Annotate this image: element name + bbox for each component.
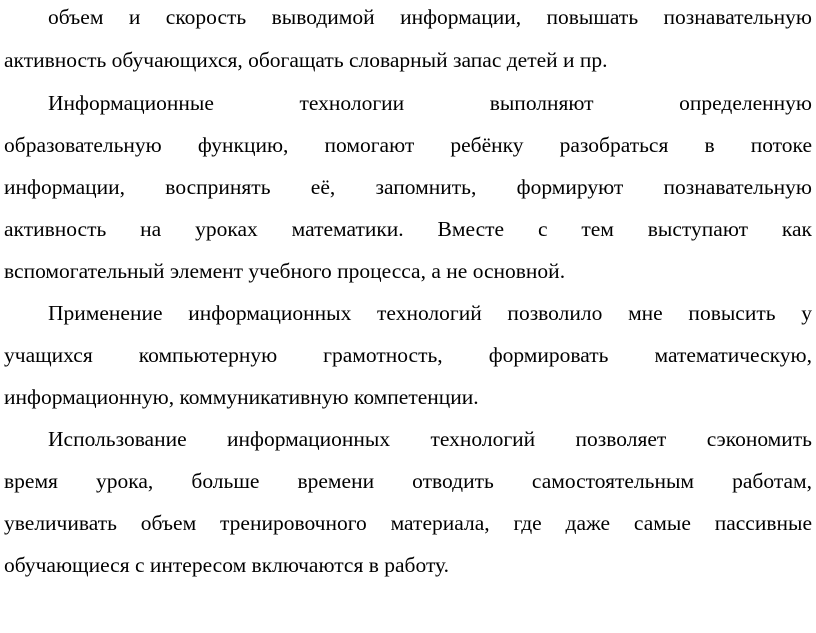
paragraph-2-line-2: образовательную функцию, помогают ребёнку разобраться в потоке [4, 133, 812, 157]
paragraph-4-line-4: обучающиеся с интересом включаются в работу. [4, 553, 450, 577]
paragraph-2-line-4: активность на уроках математики. Вместе с тем выступают как [4, 217, 812, 241]
paragraph-4-line-3: увеличивать объем тренировочного материала, где даже самые пассивные [4, 511, 812, 535]
paragraph-4-line-2: время урока, больше времени отводить самостоятельным работам, [4, 469, 812, 493]
paragraph-3-line-2: учащихся компьютерную грамотность, формировать математическую, [4, 343, 812, 367]
paragraph-2-line-5: вспомогательный элемент учебного процесса, а не основной. [4, 259, 566, 283]
paragraph-3-line-3: информационную, коммуникативную компетенции. [4, 385, 479, 409]
paragraph-2-line-1: Информационные технологии выполняют определенную [48, 91, 812, 115]
paragraph-1-line-1: объем и скорость выводимой информации, повышать познавательную [48, 5, 812, 29]
paragraph-3-line-1: Применение информационных технологий позволило мне повысить у [48, 301, 812, 325]
paragraph-4-line-1: Использование информационных технологий позволяет сэкономить [48, 427, 812, 451]
paragraph-2-line-3: информации, воспринять её, запомнить, формируют познавательную [4, 175, 812, 199]
paragraph-1-line-2: активность обучающихся, обогащать словарный запас детей и пр. [4, 48, 608, 72]
